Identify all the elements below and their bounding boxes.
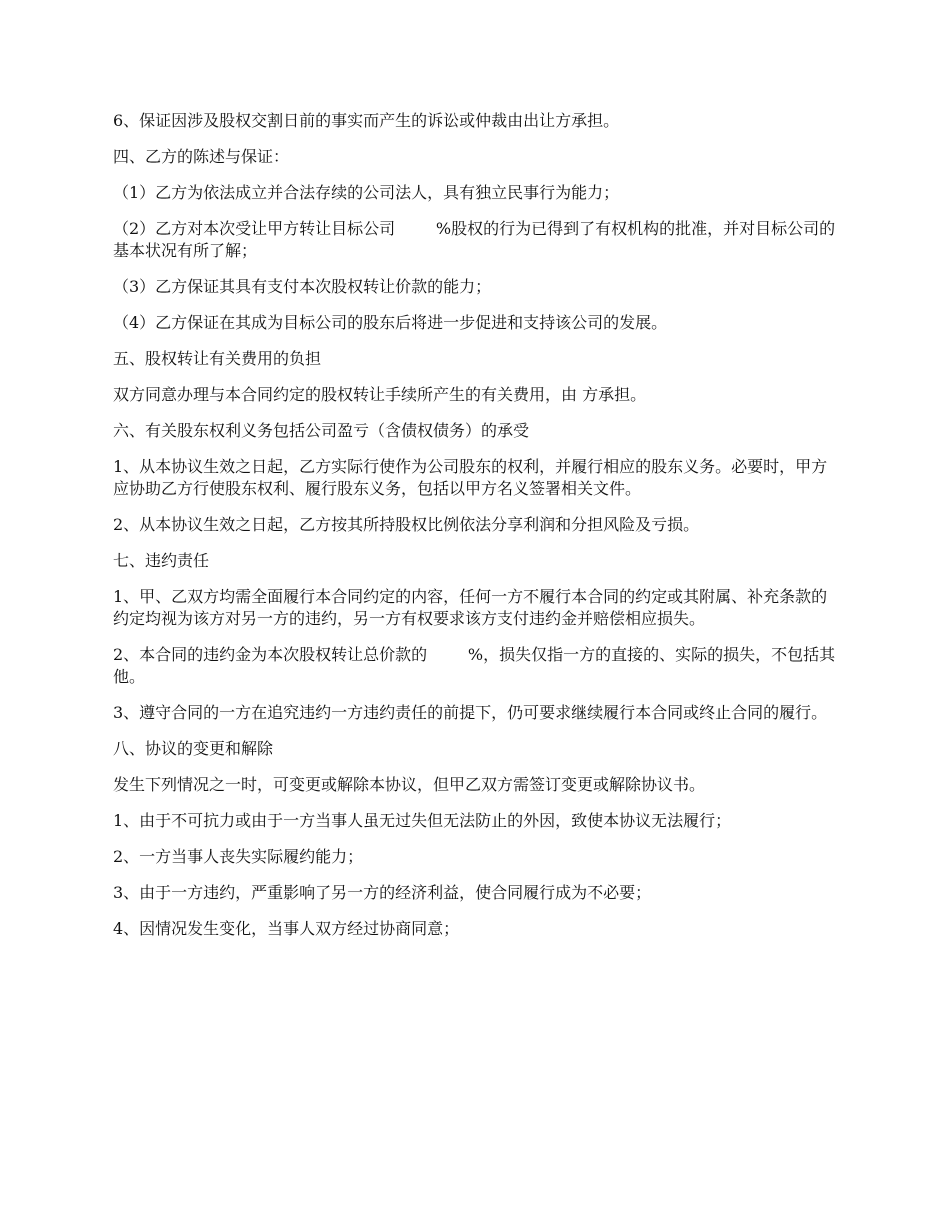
paragraph-fees: 双方同意办理与本合同约定的股权转让手续所产生的有关费用，由 方承担。 xyxy=(113,385,647,404)
paragraph-clause-6-litigation: 6、保证因涉及股权交割日前的事实而产生的诉讼或仲裁由出让方承担。 xyxy=(113,111,620,130)
paragraph-b-1: （1）乙方为依法成立并合法存续的公司法人，具有独立民事行为能力； xyxy=(113,183,620,202)
paragraph-amendment-intro: 发生下列情况之一时，可变更或解除本协议，但甲乙双方需签订变更或解除协议书。 xyxy=(113,775,706,794)
paragraph-rights-2: 2、从本协议生效之日起，乙方按其所持股权比例依法分享利润和分担风险及亏损。 xyxy=(113,515,700,534)
paragraph-b-2: （2）乙方对本次受让甲方转让目标公司 %股权的行为已得到了有权机构的批准，并对目标公司的基本状况有所了解； xyxy=(113,219,836,260)
section-heading-4-party-b-representations: 四、乙方的陈述与保证： xyxy=(113,147,290,166)
paragraph-amendment-3: 3、由于一方违约，严重影响了另一方的经济利益，使合同履行成为不必要； xyxy=(113,883,652,902)
section-heading-5-fees: 五、股权转让有关费用的负担 xyxy=(113,349,322,368)
paragraph-liability-1: 1、甲、乙双方均需全面履行本合同约定的内容，任何一方不履行本合同的约定或其附属、补充条款的约定均视为该方对另一方的违约，另一方有权要求该方支付违约金并赔偿相应损失。 xyxy=(113,587,828,628)
paragraph-amendment-1: 1、由于不可抗力或由于一方当事人虽无过失但无法防止的外因，致使本协议无法履行； xyxy=(113,811,732,830)
paragraph-rights-1: 1、从本协议生效之日起，乙方实际行使作为公司股东的权利，并履行相应的股东义务。必要时，甲方应协助乙方行使股东权利、履行股东义务，包括以甲方名义签署相关文件。 xyxy=(113,457,828,498)
paragraph-amendment-2: 2、一方当事人丧失实际履约能力； xyxy=(113,847,364,866)
section-heading-7-liability: 七、违约责任 xyxy=(113,551,210,570)
paragraph-liability-2: 2、本合同的违约金为本次股权转让总价款的 %，损失仅指一方的直接的、实际的损失，不包括其他。 xyxy=(113,645,836,686)
paragraph-liability-3: 3、遵守合同的一方在追究违约一方违约责任的前提下，仍可要求继续履行本合同或终止合同的履行。 xyxy=(113,703,828,722)
section-heading-6-shareholder-rights: 六、有关股东权利义务包括公司盈亏（含债权债务）的承受 xyxy=(113,421,530,440)
document-page xyxy=(113,110,838,954)
section-heading-8-amendment: 八、协议的变更和解除 xyxy=(113,739,274,758)
paragraph-amendment-4: 4、因情况发生变化，当事人双方经过协商同意； xyxy=(113,919,460,938)
paragraph-b-4: （4）乙方保证在其成为目标公司的股东后将进一步促进和支持该公司的发展。 xyxy=(113,313,668,332)
paragraph-b-3: （3）乙方保证其具有支付本次股权转让价款的能力； xyxy=(113,277,492,296)
